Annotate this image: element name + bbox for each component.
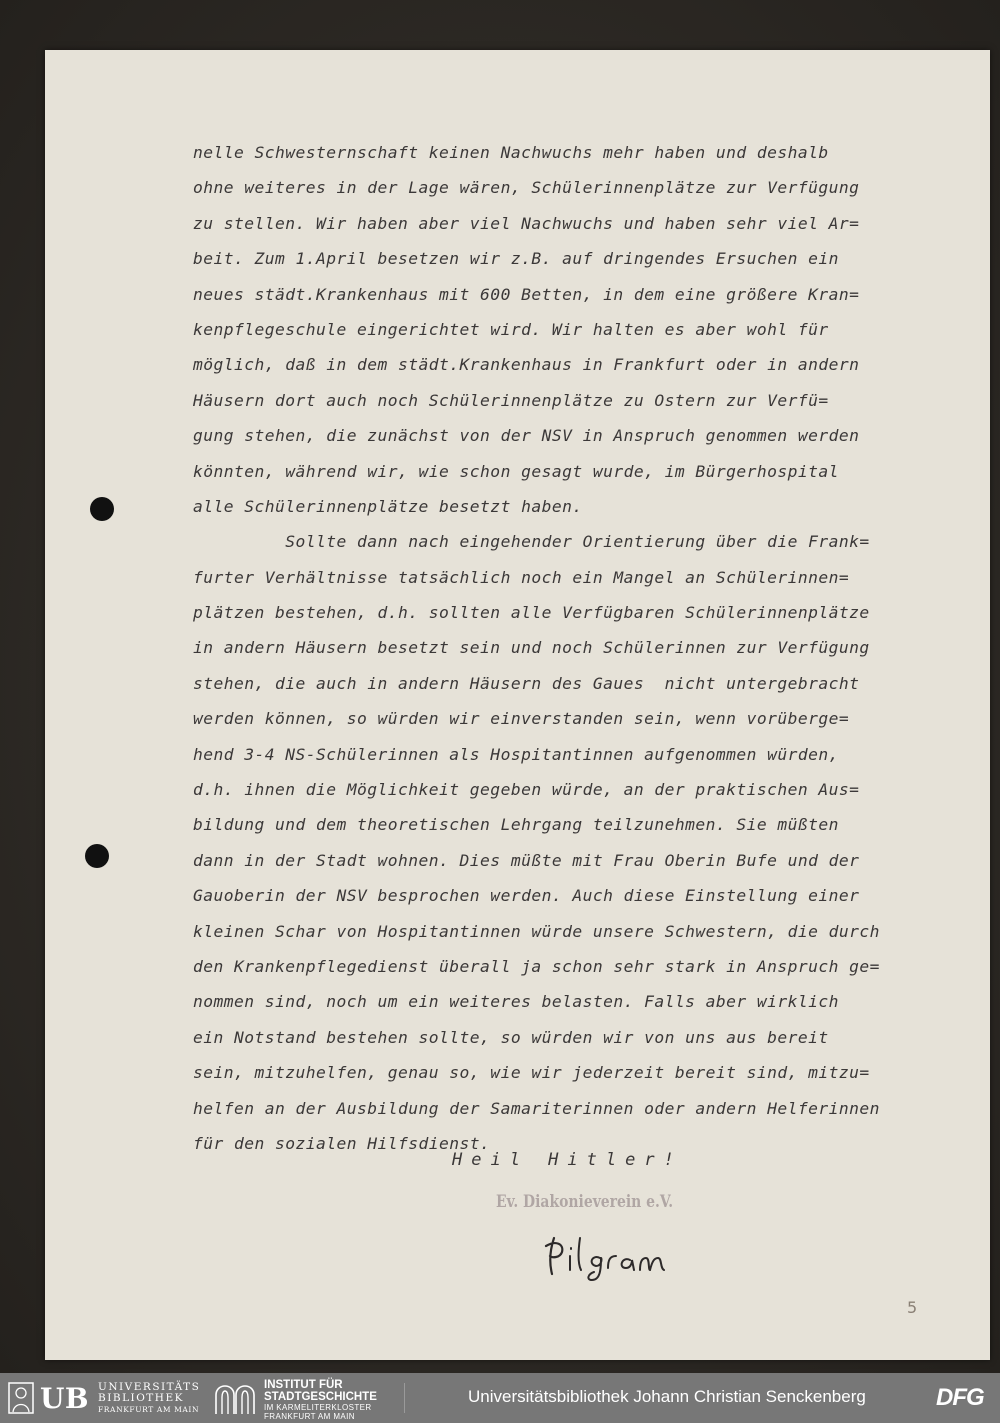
letter-body <box>193 135 963 1161</box>
handwritten-signature <box>540 1228 680 1287</box>
footer-divider <box>404 1383 405 1413</box>
text-line: möglich, daß in dem städt.Krankenhaus in Frankfurt oder in andern <box>193 355 860 375</box>
text-line: dann in der Stadt wohnen. Dies müßte mit Frau Oberin Bufe und der <box>193 850 860 870</box>
text-line: kleinen Schar von Hospitantinnen würde unsere Schwestern, die durch <box>193 921 880 941</box>
text-line: gung stehen, die zunächst von der NSV in Anspruch genommen werden <box>193 426 860 446</box>
isg-line: FRANKFURT AM MAIN <box>264 1412 355 1421</box>
text-line: zu stellen. Wir haben aber viel Nachwuchs und haben sehr viel Ar= <box>193 213 860 233</box>
text-line: furter Verhältnisse tatsächlich noch ein Mangel an Schülerinnen= <box>193 567 850 587</box>
ub-emblem-icon <box>8 1382 34 1414</box>
text-line: kenpflegeschule eingerichtet wird. Wir halten es aber wohl für <box>193 319 829 339</box>
isg-line: INSTITUT FÜR <box>264 1379 343 1391</box>
punch-hole-top <box>90 497 114 521</box>
text-line: d.h. ihnen die Möglichkeit gegeben würde, an der praktischen Aus= <box>193 780 860 800</box>
text-line: könnten, während wir, wie schon gesagt wurde, im Bürgerhospital <box>193 461 839 481</box>
ub-letters: UB <box>40 1381 90 1415</box>
text-line: werden können, so würden wir einverstanden sein, wenn vorüberge= <box>193 709 850 729</box>
text-line: ein Notstand bestehen sollte, so würden wir von uns aus bereit <box>193 1027 829 1047</box>
text-line: helfen an der Ausbildung der Samariterinnen oder andern Helferinnen <box>193 1098 880 1118</box>
punch-hole-bottom <box>85 844 109 868</box>
closing-salutation: Heil Hitler! <box>452 1150 683 1170</box>
text-line: den Krankenpflegedienst überall ja schon sehr stark in Anspruch ge= <box>193 956 880 976</box>
isg-wordmark[interactable] <box>264 1380 377 1421</box>
text-line: in andern Häusern besetzt sein und noch Schülerinnen zur Verfügung <box>193 638 870 658</box>
isg-line: STADTGESCHICHTE <box>264 1390 377 1403</box>
dfg-logo[interactable]: DFG <box>936 1384 984 1411</box>
text-line: neues städt.Krankenhaus mit 600 Betten, in dem eine größere Kran= <box>193 284 860 304</box>
text-line: Sollte dann nach eingehender Orientierung über die Frank= <box>193 532 870 552</box>
organization-stamp: Ev. Diakonieverein e.V. <box>496 1192 674 1212</box>
text-line: nelle Schwesternschaft keinen Nachwuchs mehr haben und deshalb <box>193 143 829 162</box>
footer-bar <box>0 1373 1000 1423</box>
footer-caption: Universitätsbibliothek Johann Christian Senckenberg <box>468 1387 866 1406</box>
ub-line: UNIVERSITÄTS <box>98 1381 201 1393</box>
page-mark: 5 <box>907 1298 918 1317</box>
text-line: sein, mitzuhelfen, genau so, wie wir jederzeit bereit sind, mitzu= <box>193 1063 870 1083</box>
text-line: ohne weiteres in der Lage wären, Schülerinnenplätze zur Verfügung <box>193 178 860 198</box>
text-line: nommen sind, noch um ein weiteres belasten. Falls aber wirklich <box>193 992 839 1012</box>
text-line: Häusern dort auch noch Schülerinnenplätze zu Ostern zur Verfü= <box>193 390 829 410</box>
text-line: beit. Zum 1.April besetzen wir z.B. auf dringendes Ersuchen ein <box>193 249 839 269</box>
isg-line: IM KARMELITERKLOSTER <box>264 1403 372 1412</box>
ub-line: BIBLIOTHEK <box>98 1392 184 1404</box>
ub-wordmark <box>98 1382 200 1415</box>
text-line: plätzen bestehen, d.h. sollten alle Verfügbaren Schülerinnenplätze <box>193 603 870 623</box>
ub-logo[interactable] <box>8 1382 89 1414</box>
ub-line: FRANKFURT AM MAIN <box>98 1405 200 1414</box>
text-line: für den sozialen Hilfsdienst. <box>193 1133 491 1153</box>
text-line: stehen, die auch in andern Häusern des Gaues nicht untergebracht <box>193 673 860 693</box>
text-line: bildung und dem theoretischen Lehrgang teilzunehmen. Sie müßten <box>193 815 839 835</box>
isg-emblem-icon <box>214 1381 256 1420</box>
text-line: alle Schülerinnenplätze besetzt haben. <box>193 496 583 516</box>
text-line: hend 3-4 NS-Schülerinnen als Hospitantinnen aufgenommen würden, <box>193 744 839 764</box>
text-line: Gauoberin der NSV besprochen werden. Auch diese Einstellung einer <box>193 886 860 906</box>
